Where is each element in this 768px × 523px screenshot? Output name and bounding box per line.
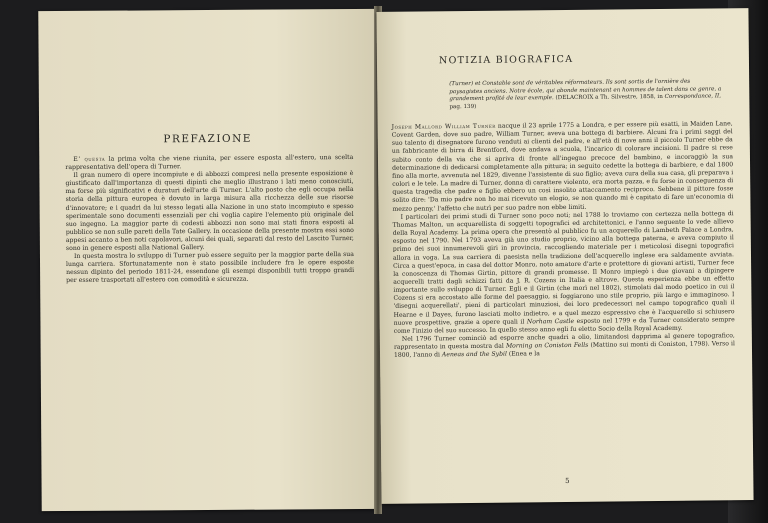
left-page: [38, 9, 378, 511]
epigraph-quote: [449, 78, 724, 111]
preface-paragraph: In questa mostra lo sviluppo di Turner può essere seguito per la maggior parte della sua lunga carriera. Sfortunatamente non è stato possibile includere fra le opere esposte nessun dipinto del periodo 1811-24, essendone gli esempi disponibili tutti troppo grandi per essere trasportati all'estero con comodità e sicurezza.: [66, 251, 355, 285]
preface-dropcap-words: E' questa: [73, 155, 106, 163]
preface-title: PREFAZIONE: [163, 132, 252, 146]
preface-body: [65, 154, 354, 286]
work-title: Norham Castle: [526, 317, 575, 326]
quote-text: (Turner) et Constable sont de véritables réformateurs. Ils sont sortis de l'ornière des paysagistes anciens. Notre école, qui abonde maintenant en hommes de talent dans ce genre, a grandement profité de leur exemple.: [449, 78, 722, 103]
page-number: 5: [565, 476, 570, 486]
biography-paragraph: I particolari dei primi studi di Turner sono poco noti; nel 1788 lo troviamo con certezza nella bottega di Thomas Malton, un acquarellista di soggetti topografici ed architettonici, e l'anno seguente lo vede allievo della Royal Academy. La prima opera che presentò al pubblico fu un acquerello di Lambeth Palace a Londra, esposto nel 1790. Nel 1793 aveva già uno studio proprio, vicino alla bottega paterna, e aveva compiuto il primo dei suoi innumerevoli giri in provincia, raccogliendo materiale per i meticolosi disegni topografici allora in voga. La sua carriera di paesista nella tradizione dell'acquerello inglese era saldamente avviata. Circa a quest'epoca, in casa del dottor Monro, noto amatore d'arte e protettore di giovani artisti, Turner fece la conoscenza di Thomas Girtin, pittore di grandi promesse. Il Monro impiegò i due giovani a dipingere acquerelli tratti dagli schizzi fatti da J. R. Cozens in Italia e altrove. Questa esperienza ebbe un effetto importante sullo sviluppo di Turner. Egli e il Girtin (che morì nel 1802), stimolati dal modo poetico in cui il Cozens si era accostato alle forme del paesaggio, si foggiarono uno stile proprio, più largo e immaginoso. I 'disegni acquerellati', pieni di particolari minuziosi, dei loro predecessori nel campo topografico quali il Hearne e il Dayes, furono lasciati molto indietro, e a quel mezzo espressivo che è l'acquerello si schiusero nuove prospettive, grazie a opere quali il Norham Castle esposto nel 1799 e da Turner considerato sempre come l'inizio del suo successo. In quello stesso anno egli fu eletto Socio della Royal Academy.: [392, 209, 735, 335]
preface-p1-text: la prima volta che viene riunita, per essere esposta all'estero, una scelta rappresentativa dell'opera di Turner.: [65, 153, 354, 172]
preface-paragraph: Il gran numero di opere incompiute e di abbozzi compresi nella presente esposizione è giustificato dall'importanza di questi dipinti che meglio illustrano i lati meno conosciuti, ma forse più significativi e duraturi dell'arte di Turner. L'alto posto che egli occupa nella storia della pittura europea è dovuto in larga misura alla ricchezza delle sue risorse d'innovatore; e i quadri da lui stesso legati alla Nazione in uno stato incompiuto e spesso sperimentale sono documenti essenziali per chi voglia capire l'elemento più originale del suo ingegno. La maggior parte di codesti abbozzi non sono mai stati finora esposti al pubblico se non sulle pareti della Tate Gallery. In occasione della presente mostra essi sono appesi accanto a ben noti capolavori, alcuni dei quali, separati dal resto del Lascito Turner, sono in genere esposti alla National Gallery.: [65, 170, 354, 253]
work-title: Morning on Coniston Fells: [505, 341, 589, 350]
biography-paragraph: Nel 1796 Turner cominciò ad esporre anche quadri a olio, limitandosi dapprima al genere topografico, rappresentato in questa mostra dal Morning on Coniston Fells (Mattino sui monti di Coniston, 1798). Verso il 1800, l'anno di Aeneas and the Sybil (Enea e la: [393, 332, 735, 360]
preface-paragraph: [65, 154, 353, 172]
biography-title: NOTIZIA BIOGRAFICA: [438, 53, 574, 67]
biography-paragraph: Joseph Mallord William Turner nacque il 23 aprile 1775 a Londra, e per essere più esatti, in Maiden Lane, Covent Garden, dove suo padre, William Turner, aveva una bottega di barbiere. Alcuni fra i primi saggi del suo talento di disegnatore furono venduti ai clienti del padre, e all'età di nove anni il piccolo Turner ebbe da un fabbricante di birra di Brentford, dove andava a scuola, l'incarico di colorare incisioni. Il padre si rese subito conto della via che si apriva di fronte all'ingegno precoce del bambino, e incoraggiò la sua determinazione di dedicarsi completamente alla pittura; in seguito cedette la bottega di barbiere, e dal 1800 fino alla morte, avvenuta nel 1829, divenne l'assistente di suo figlio; aveva cura della sua casa, gli preparava i colori e le tele. La madre di Turner, donna di carattere violento, era morta pazza, e fu forse in conseguenza di questa tragedia che padre e figlio ebbero un così insolito attaccamento reciproco. Sebbene il pittore fosse solito dire: 'Da mio padre non ho mai ricevuto un elogio, se non quando mi è capitato di fare un'economia di mezzo penny,' l'affetto che nutrì per suo padre non ebbe limiti.: [391, 120, 734, 213]
quote-attribution: (DELACROIX a Th. Silvestre, 1858, in Correspondance, II, pag. 139): [449, 93, 722, 110]
biography-body: [392, 120, 735, 360]
work-title: Aeneas and the Sybil: [441, 350, 507, 359]
right-page: [376, 8, 753, 504]
artist-name: Joseph Mallord William Turner: [391, 122, 496, 131]
